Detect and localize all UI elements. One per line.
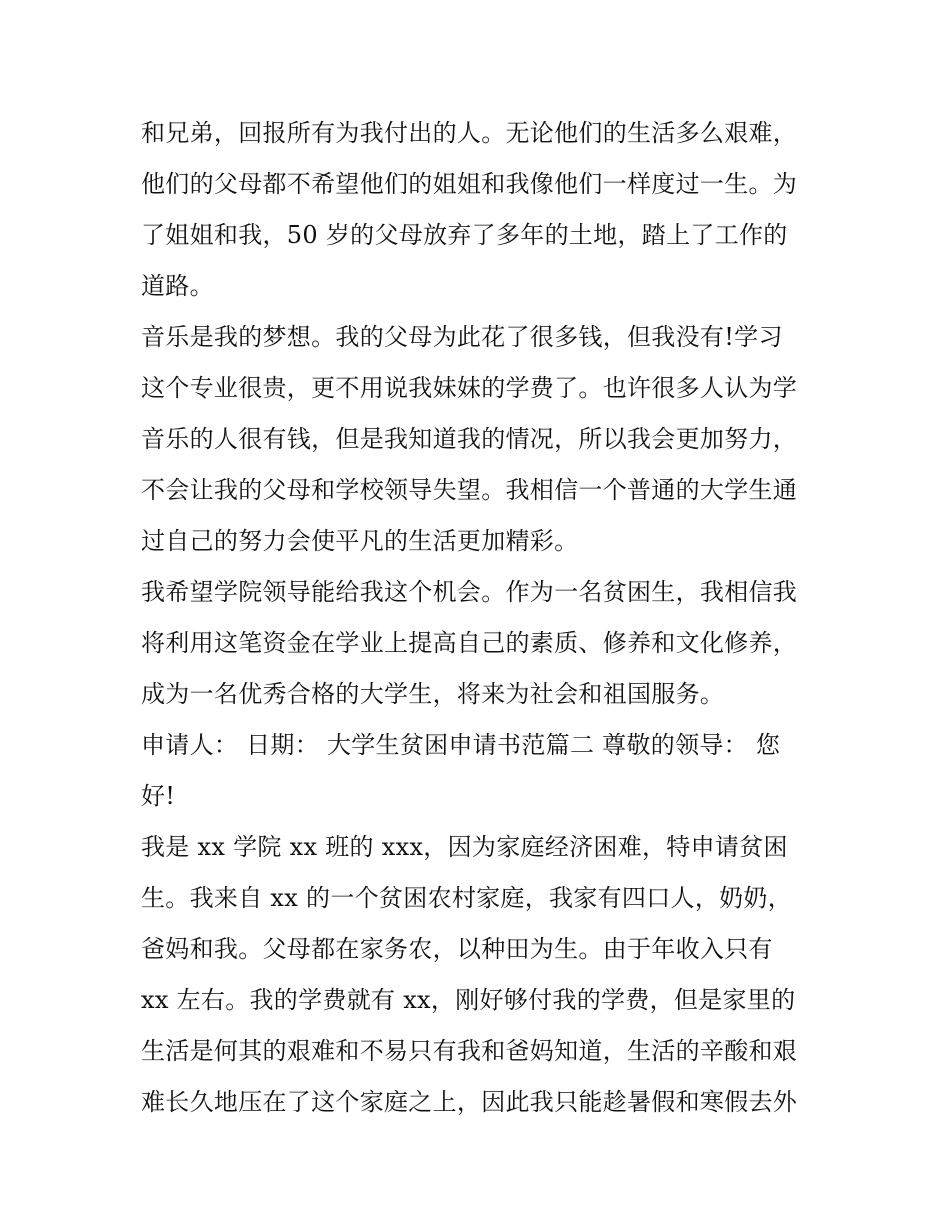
- text-line: 我是 xx 学院 xx 班的 xxx，因为家庭经济困难，特申请贫困: [141, 833, 788, 861]
- text-line: 这个专业很贵，更不用说我妹妹的学费了。也许很多人认为学: [141, 374, 798, 402]
- text-line: 音乐的人很有钱，但是我知道我的情况，所以我会更加努力，: [141, 425, 798, 453]
- document-body: [141, 108, 821, 1128]
- text-line: xx 左右。我的学费就有 xx，刚好够付我的学费，但是家里的: [141, 986, 796, 1014]
- text-line: 难长久地压在了这个家庭之上，因此我只能趁暑假和寒假去外: [141, 1088, 798, 1116]
- text-line: 音乐是我的梦想。我的父母为此花了很多钱，但我没有!学习: [141, 323, 783, 351]
- text-line: 道路。: [141, 272, 214, 300]
- text-line: 将利用这笔资金在学业上提高自己的素质、修养和文化修养，: [141, 629, 798, 657]
- text-line: 不会让我的父母和学校领导失望。我相信一个普通的大学生通: [141, 476, 798, 504]
- text-line: 成为一名优秀合格的大学生，将来为社会和祖国服务。: [141, 680, 725, 708]
- text-line: 爸妈和我。父母都在家务农，以种田为生。由于年收入只有: [141, 935, 773, 963]
- text-line: 他们的父母都不希望他们的姐姐和我像他们一样度过一生。为: [141, 170, 798, 198]
- text-line: 申请人： 日期： 大学生贫困申请书范篇二 尊敬的领导： 您: [141, 731, 781, 759]
- text-line: 生活是何其的艰难和不易只有我和爸妈知道，生活的辛酸和艰: [141, 1037, 798, 1065]
- text-line: 我希望学院领导能给我这个机会。作为一名贫困生，我相信我: [141, 578, 798, 606]
- text-line: 好!: [141, 782, 176, 810]
- text-line: 了姐姐和我，50 岁的父母放弃了多年的土地，踏上了工作的: [141, 221, 788, 249]
- text-line: 生。我来自 xx 的一个贫困农村家庭，我家有四口人，奶奶，: [141, 884, 793, 912]
- text-line: 过自己的努力会使平凡的生活更加精彩。: [141, 527, 579, 555]
- text-line: 和兄弟，回报所有为我付出的人。无论他们的生活多么艰难，: [141, 119, 798, 147]
